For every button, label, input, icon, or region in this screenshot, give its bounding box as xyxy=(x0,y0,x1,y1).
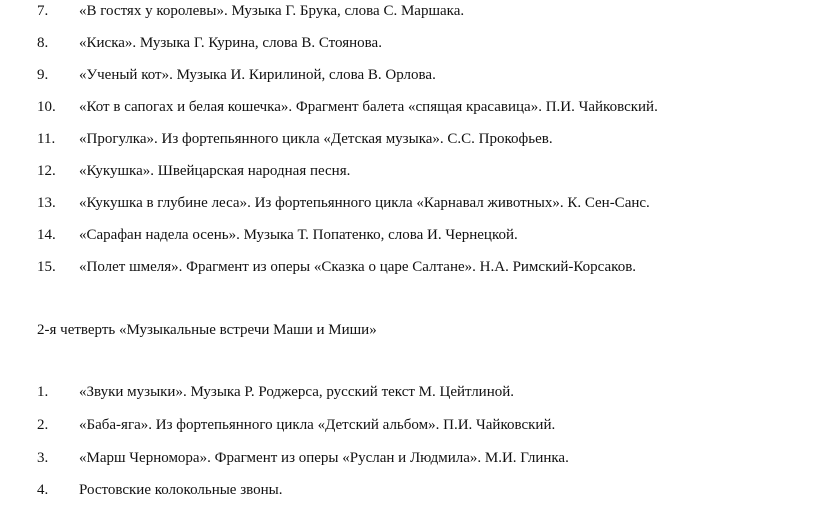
item-text: «Сарафан надела осень». Музыка Т. Попатенко, слова И. Чернецкой. xyxy=(79,227,518,243)
section-heading: 2-я четверть «Музыкальные встречи Маши и Миши» xyxy=(37,322,377,338)
item-number: 8. xyxy=(37,35,49,51)
item-text: «Ученый кот». Музыка И. Кирилиной, слова В. Орлова. xyxy=(79,67,436,83)
item-text: «Баба-яга». Из фортепьянного цикла «Детский альбом». П.И. Чайковский. xyxy=(79,417,556,433)
item-text: «Полет шмеля». Фрагмент из оперы «Сказка о царе Салтане». Н.А. Римский-Корсаков. xyxy=(79,259,637,275)
item-number: 9. xyxy=(37,67,49,83)
item-number: 10. xyxy=(37,99,56,115)
item-text: «Звуки музыки». Музыка Р. Роджерса, русский текст М. Цейтлиной. xyxy=(79,384,515,400)
item-text: «Кот в сапогах и белая кошечка». Фрагмент балета «спящая красавица». П.И. Чайковский. xyxy=(79,99,658,115)
item-number: 3. xyxy=(37,450,49,466)
item-number: 7. xyxy=(37,3,49,19)
item-number: 14. xyxy=(37,227,56,243)
item-text: «Кукушка в глубине леса». Из фортепьянного цикла «Карнавал животных». К. Сен-Санс. xyxy=(79,195,650,211)
item-text: «В гостях у королевы». Музыка Г. Брука, слова С. Маршака. xyxy=(79,3,465,19)
item-text: «Киска». Музыка Г. Курина, слова В. Стоянова. xyxy=(79,35,382,51)
item-number: 12. xyxy=(37,163,56,179)
item-number: 1. xyxy=(37,384,49,400)
item-number: 2. xyxy=(37,417,49,433)
item-number: 4. xyxy=(37,482,49,498)
item-number: 11. xyxy=(37,131,56,147)
item-text: «Кукушка». Швейцарская народная песня. xyxy=(79,163,351,179)
item-number: 15. xyxy=(37,259,56,275)
item-text: Ростовские колокольные звоны. xyxy=(79,482,283,498)
item-text: «Марш Черномора». Фрагмент из оперы «Руслан и Людмила». М.И. Глинка. xyxy=(79,450,569,466)
item-text: «Прогулка». Из фортепьянного цикла «Детская музыка». С.С. Прокофьев. xyxy=(79,131,553,147)
item-number: 13. xyxy=(37,195,56,211)
